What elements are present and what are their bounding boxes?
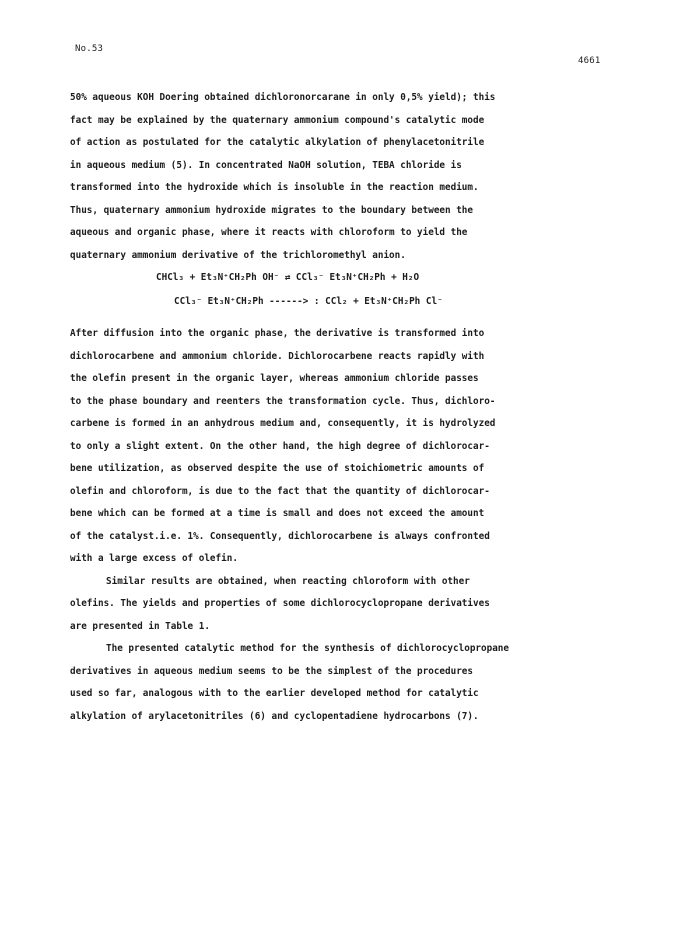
paragraph-2 [70,323,615,571]
text-line: aqueous and organic phase, where it reacts with chloroform to yield the [70,227,468,238]
text-line: to only a slight extent. On the other hand, the high degree of dichlorocar- [70,440,490,452]
text-line: bene which can be formed at a time is small and does not exceed the amount [70,508,485,519]
journal-reference: No.53 [75,44,104,54]
text-line: bene utilization, as observed despite the use of stoichiometric amounts of [70,463,485,474]
text-line: alkylation of arylacetonitriles (6) and cyclopentadiene hydrocarbons (7). [70,710,479,722]
text-line: olefins. The yields and properties of some dichlorocyclopropane derivatives [70,598,490,609]
text-line: 50% aqueous KOH Doering obtained dichloronorcarane in only 0,5% yield); this [70,92,496,103]
text-line: quaternary ammonium derivative of the trichloromethyl anion. [70,249,406,261]
text-line: the olefin present in the organic layer, whereas ammonium chloride passes [70,373,479,384]
text-line: After diffusion into the organic phase, the derivative is transformed into [70,328,485,339]
reaction-equation-2: CCl₃⁻ Et₃N⁺CH₂Ph ------> : CCl₂ + Et₃N⁺CH₂Ph Cl⁻ [174,296,443,307]
text-line: derivatives in aqueous medium seems to be the simplest of the procedures [70,665,473,677]
text-line: in aqueous medium (5). In concentrated NaOH solution, TEBA chloride is [70,159,462,171]
paragraph-4 [70,638,615,728]
text-line: Similar results are obtained, when reacting chloroform with other [106,575,470,587]
paragraph-3 [70,571,615,639]
text-line: of the catalyst.i.e. 1%. Consequently, dichlorocarbene is always confronted [70,530,490,542]
text-line: used so far, analogous with to the earlier developed method for catalytic [70,688,479,699]
paragraph-1 [70,87,615,267]
text-line: transformed into the hydroxide which is insoluble in the reaction medium. [70,182,479,193]
reaction-equation-1: CHCl₃ + Et₃N⁺CH₂Ph OH⁻ ⇄ CCl₃⁻ Et₃N⁺CH₂Ph + H₂O [156,272,420,283]
text-line: dichlorocarbene and ammonium chloride. Dichlorocarbene reacts rapidly with [70,350,485,362]
text-line: to the phase boundary and reenters the transformation cycle. Thus, dichloro- [70,395,496,407]
text-line: olefin and chloroform, is due to the fact that the quantity of dichlorocar- [70,485,490,497]
text-line: The presented catalytic method for the synthesis of dichlorocyclopropane [106,643,509,654]
text-line: are presented in Table 1. [70,620,210,632]
text-line: with a large excess of olefin. [70,553,238,564]
text-line: fact may be explained by the quaternary ammonium compound's catalytic mode [70,114,485,126]
text-line: carbene is formed in an anhydrous medium and, consequently, it is hydrolyzed [70,418,496,429]
page-number: 4661 [578,56,601,66]
text-line: Thus, quaternary ammonium hydroxide migrates to the boundary between the [70,204,473,216]
text-line: of action as postulated for the catalytic alkylation of phenylacetonitrile [70,137,485,148]
body-text-continued [70,323,615,728]
